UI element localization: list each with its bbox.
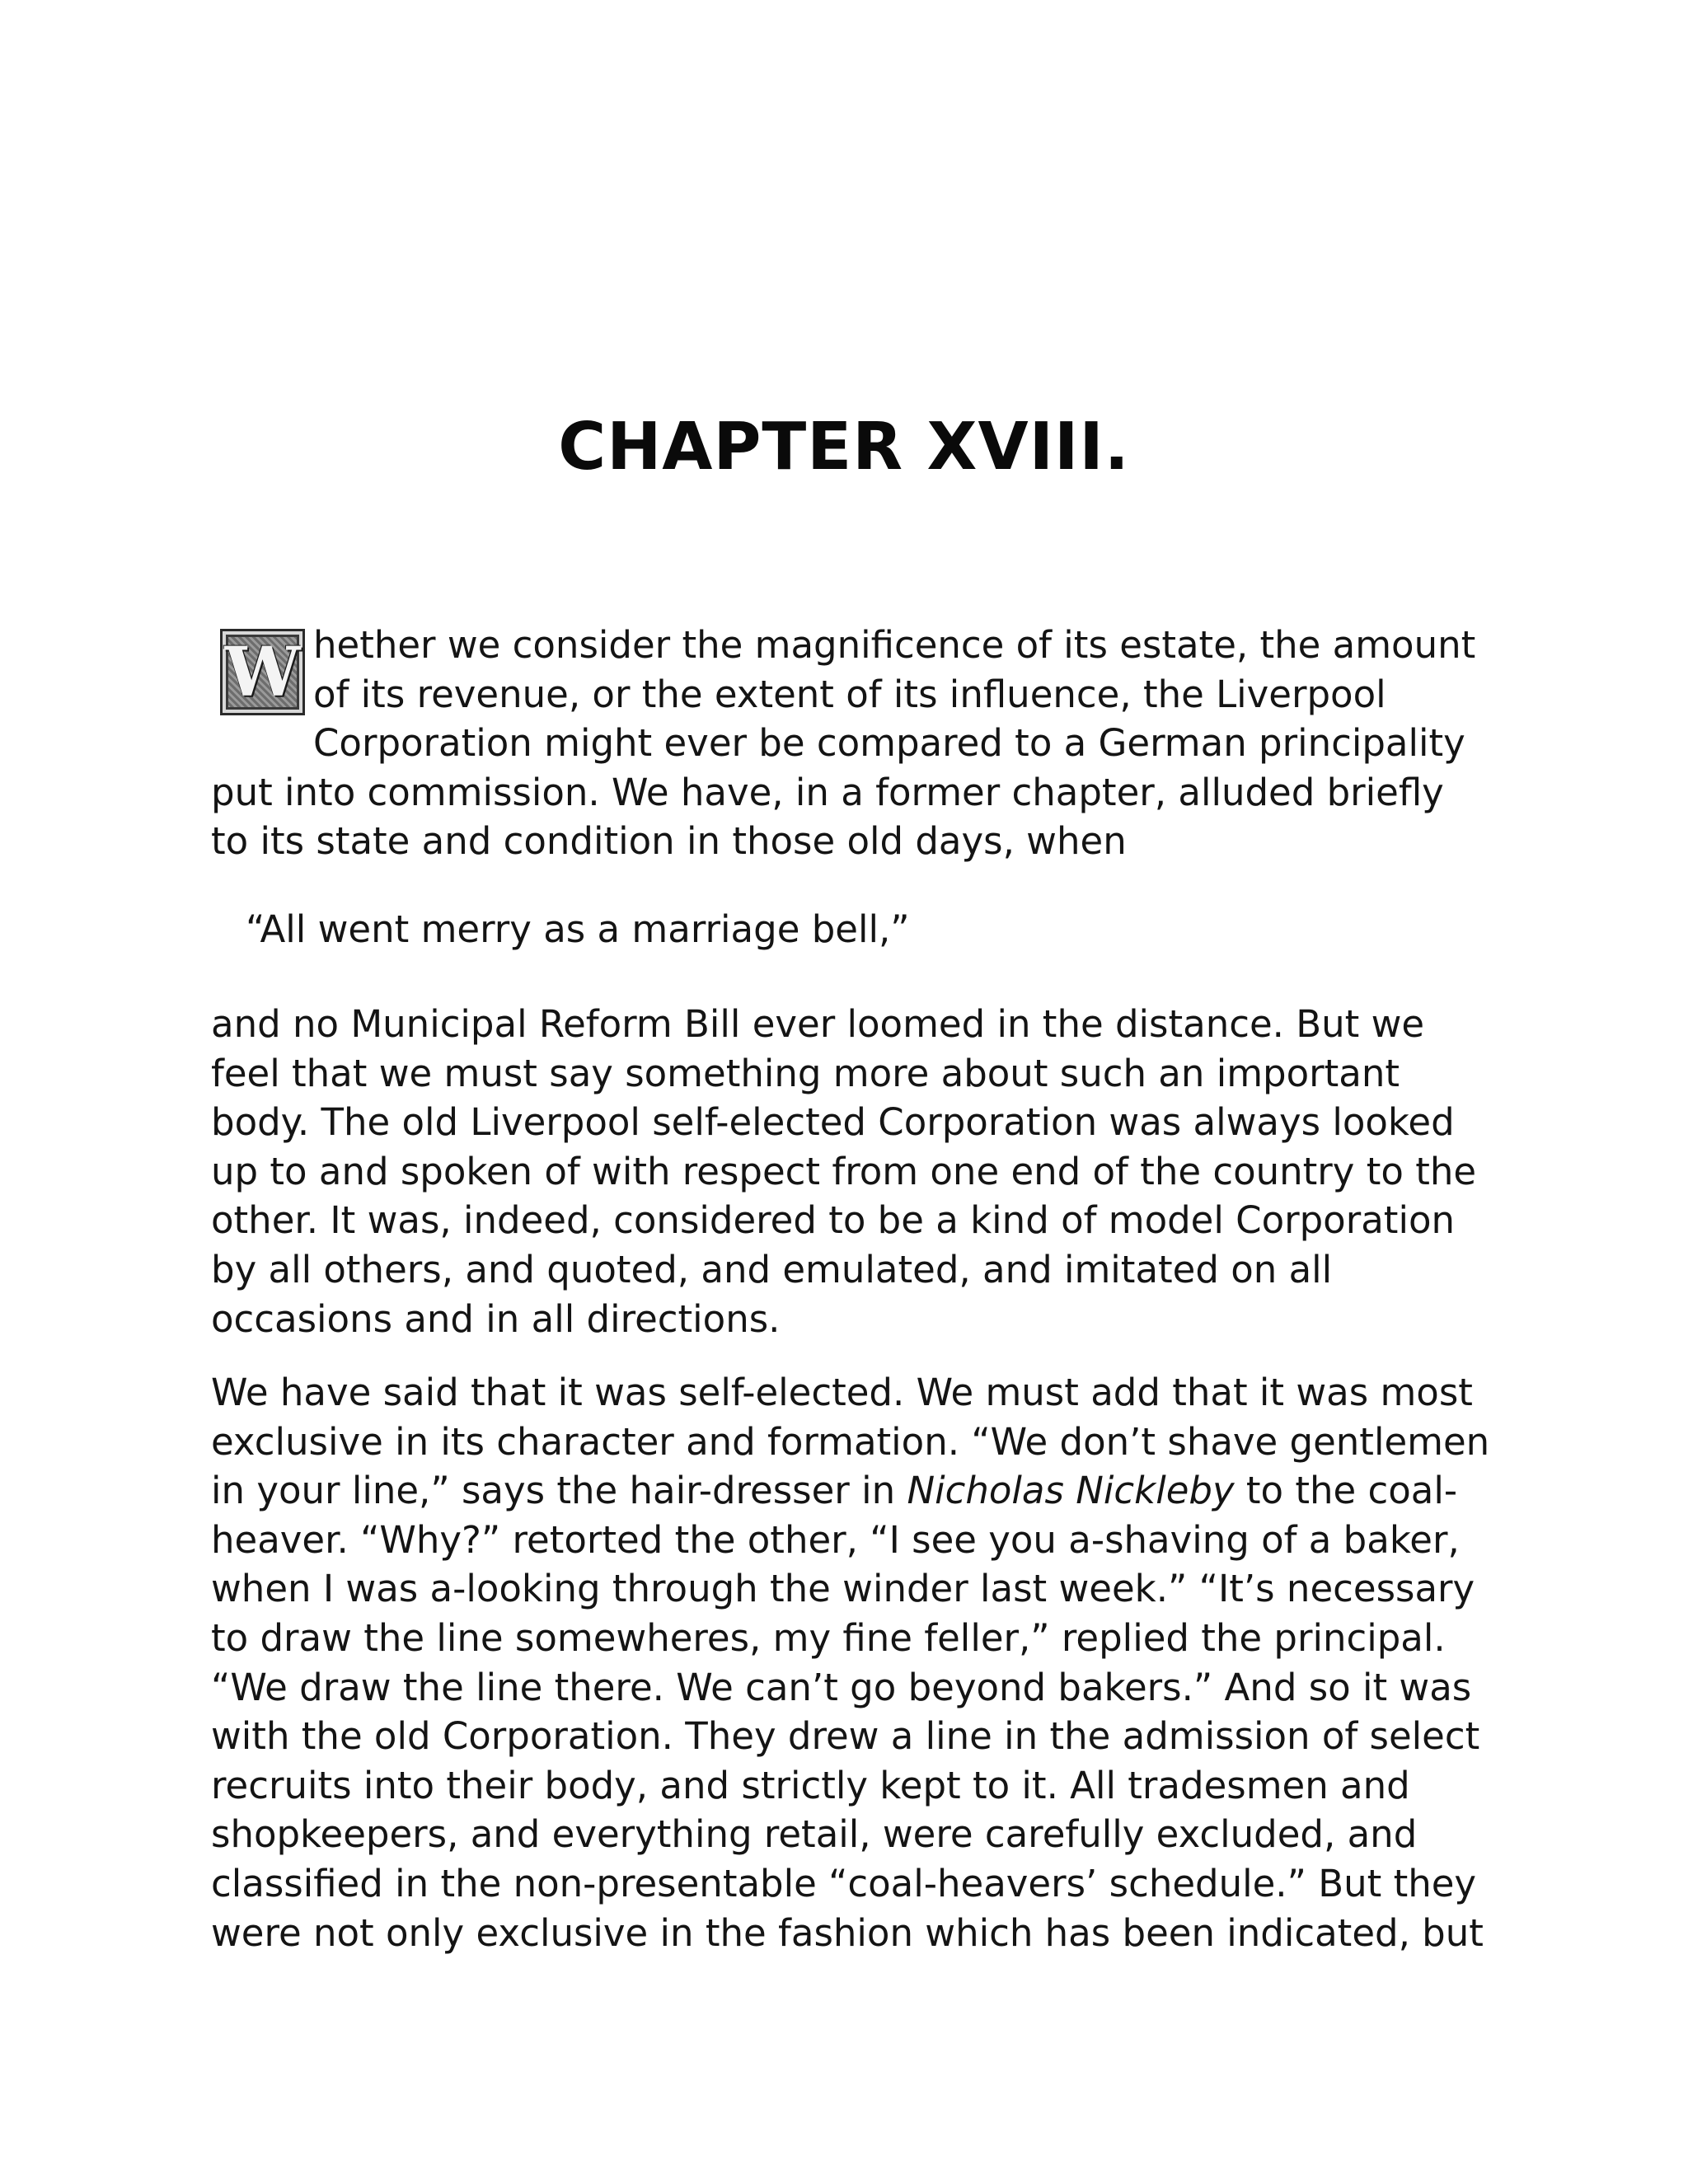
paragraph-2-line-3: body. The old Liverpool self-elected Corporation was always looked xyxy=(211,1100,1455,1145)
paragraph-2-line-1: and no Municipal Reform Bill ever loomed in the distance. But we xyxy=(211,1002,1425,1046)
paragraph-1-line-1: hether we consider the magnificence of its estate, the amount xyxy=(313,623,1476,667)
paragraph-3-line-9: recruits into their body, and strictly kept to it. All tradesmen and xyxy=(211,1763,1410,1807)
paragraph-2-line-7: occasions and in all directions. xyxy=(211,1296,781,1341)
paragraph-1-line-5: to its state and condition in those old days, when xyxy=(211,819,1127,864)
paragraph-3 xyxy=(211,1368,1497,1957)
paragraph-3-line-8: with the old Corporation. They drew a line in the admission of select xyxy=(211,1714,1480,1759)
paragraph-3-line-12: were not only exclusive in the fashion which has been indicated, but xyxy=(211,1910,1484,1955)
line-3-text-after: to the coal- xyxy=(1234,1469,1458,1513)
paragraph-2-line-2: feel that we must say something more about such an important xyxy=(211,1051,1400,1095)
paragraph-1-line-3: Corporation might ever be compared to a German principality xyxy=(313,721,1465,766)
chapter-title: CHAPTER XVIII. xyxy=(558,409,1130,485)
line-3-text-before: in your line,” says the hair-dresser in xyxy=(211,1469,907,1513)
paragraph-3-line-6: to draw the line somewheres, my fine feller,” replied the principal. xyxy=(211,1615,1446,1660)
paragraph-2-line-6: by all others, and quoted, and emulated, and imitated on all xyxy=(211,1247,1333,1291)
paragraph-3-line-10: shopkeepers, and everything retail, were carefully excluded, and xyxy=(211,1812,1418,1857)
paragraph-3-line-5: when I was a-looking through the winder last week.” “It’s necessary xyxy=(211,1567,1475,1611)
paragraph-2-line-5: other. It was, indeed, considered to be a kind of model Corporation xyxy=(211,1198,1455,1243)
paragraph-3-line-11: classified in the non-presentable “coal-heavers’ schedule.” But they xyxy=(211,1861,1477,1905)
paragraph-3-line-7: “We draw the line there. We can’t go beyond bakers.” And so it was xyxy=(211,1665,1472,1709)
drop-cap-letter: W xyxy=(224,632,301,712)
paragraph-1 xyxy=(211,621,1497,866)
block-quote: “All went merry as a marriage bell,” xyxy=(246,907,910,951)
paragraph-3-line-1: We have said that it was self-elected. We must add that it was most xyxy=(211,1371,1473,1414)
paragraph-1-line-2: of its revenue, or the extent of its influence, the Liverpool xyxy=(313,672,1386,716)
paragraph-1-line-4: put into commission. We have, in a former chapter, alluded briefly xyxy=(211,770,1444,814)
paragraph-3-line-4: heaver. “Why?” retorted the other, “I see you a-shaving of a baker, xyxy=(211,1517,1460,1562)
paragraph-2-line-4: up to and spoken of with respect from one end of the country to the xyxy=(211,1149,1477,1193)
paragraph-3-line-3 xyxy=(211,1466,1497,1516)
book-title-italic: Nicholas Nickleby xyxy=(907,1469,1235,1513)
paragraph-2 xyxy=(211,1000,1497,1343)
paragraph-3-line-2: exclusive in its character and formation. “We don’t shave gentlemen xyxy=(211,1419,1490,1464)
